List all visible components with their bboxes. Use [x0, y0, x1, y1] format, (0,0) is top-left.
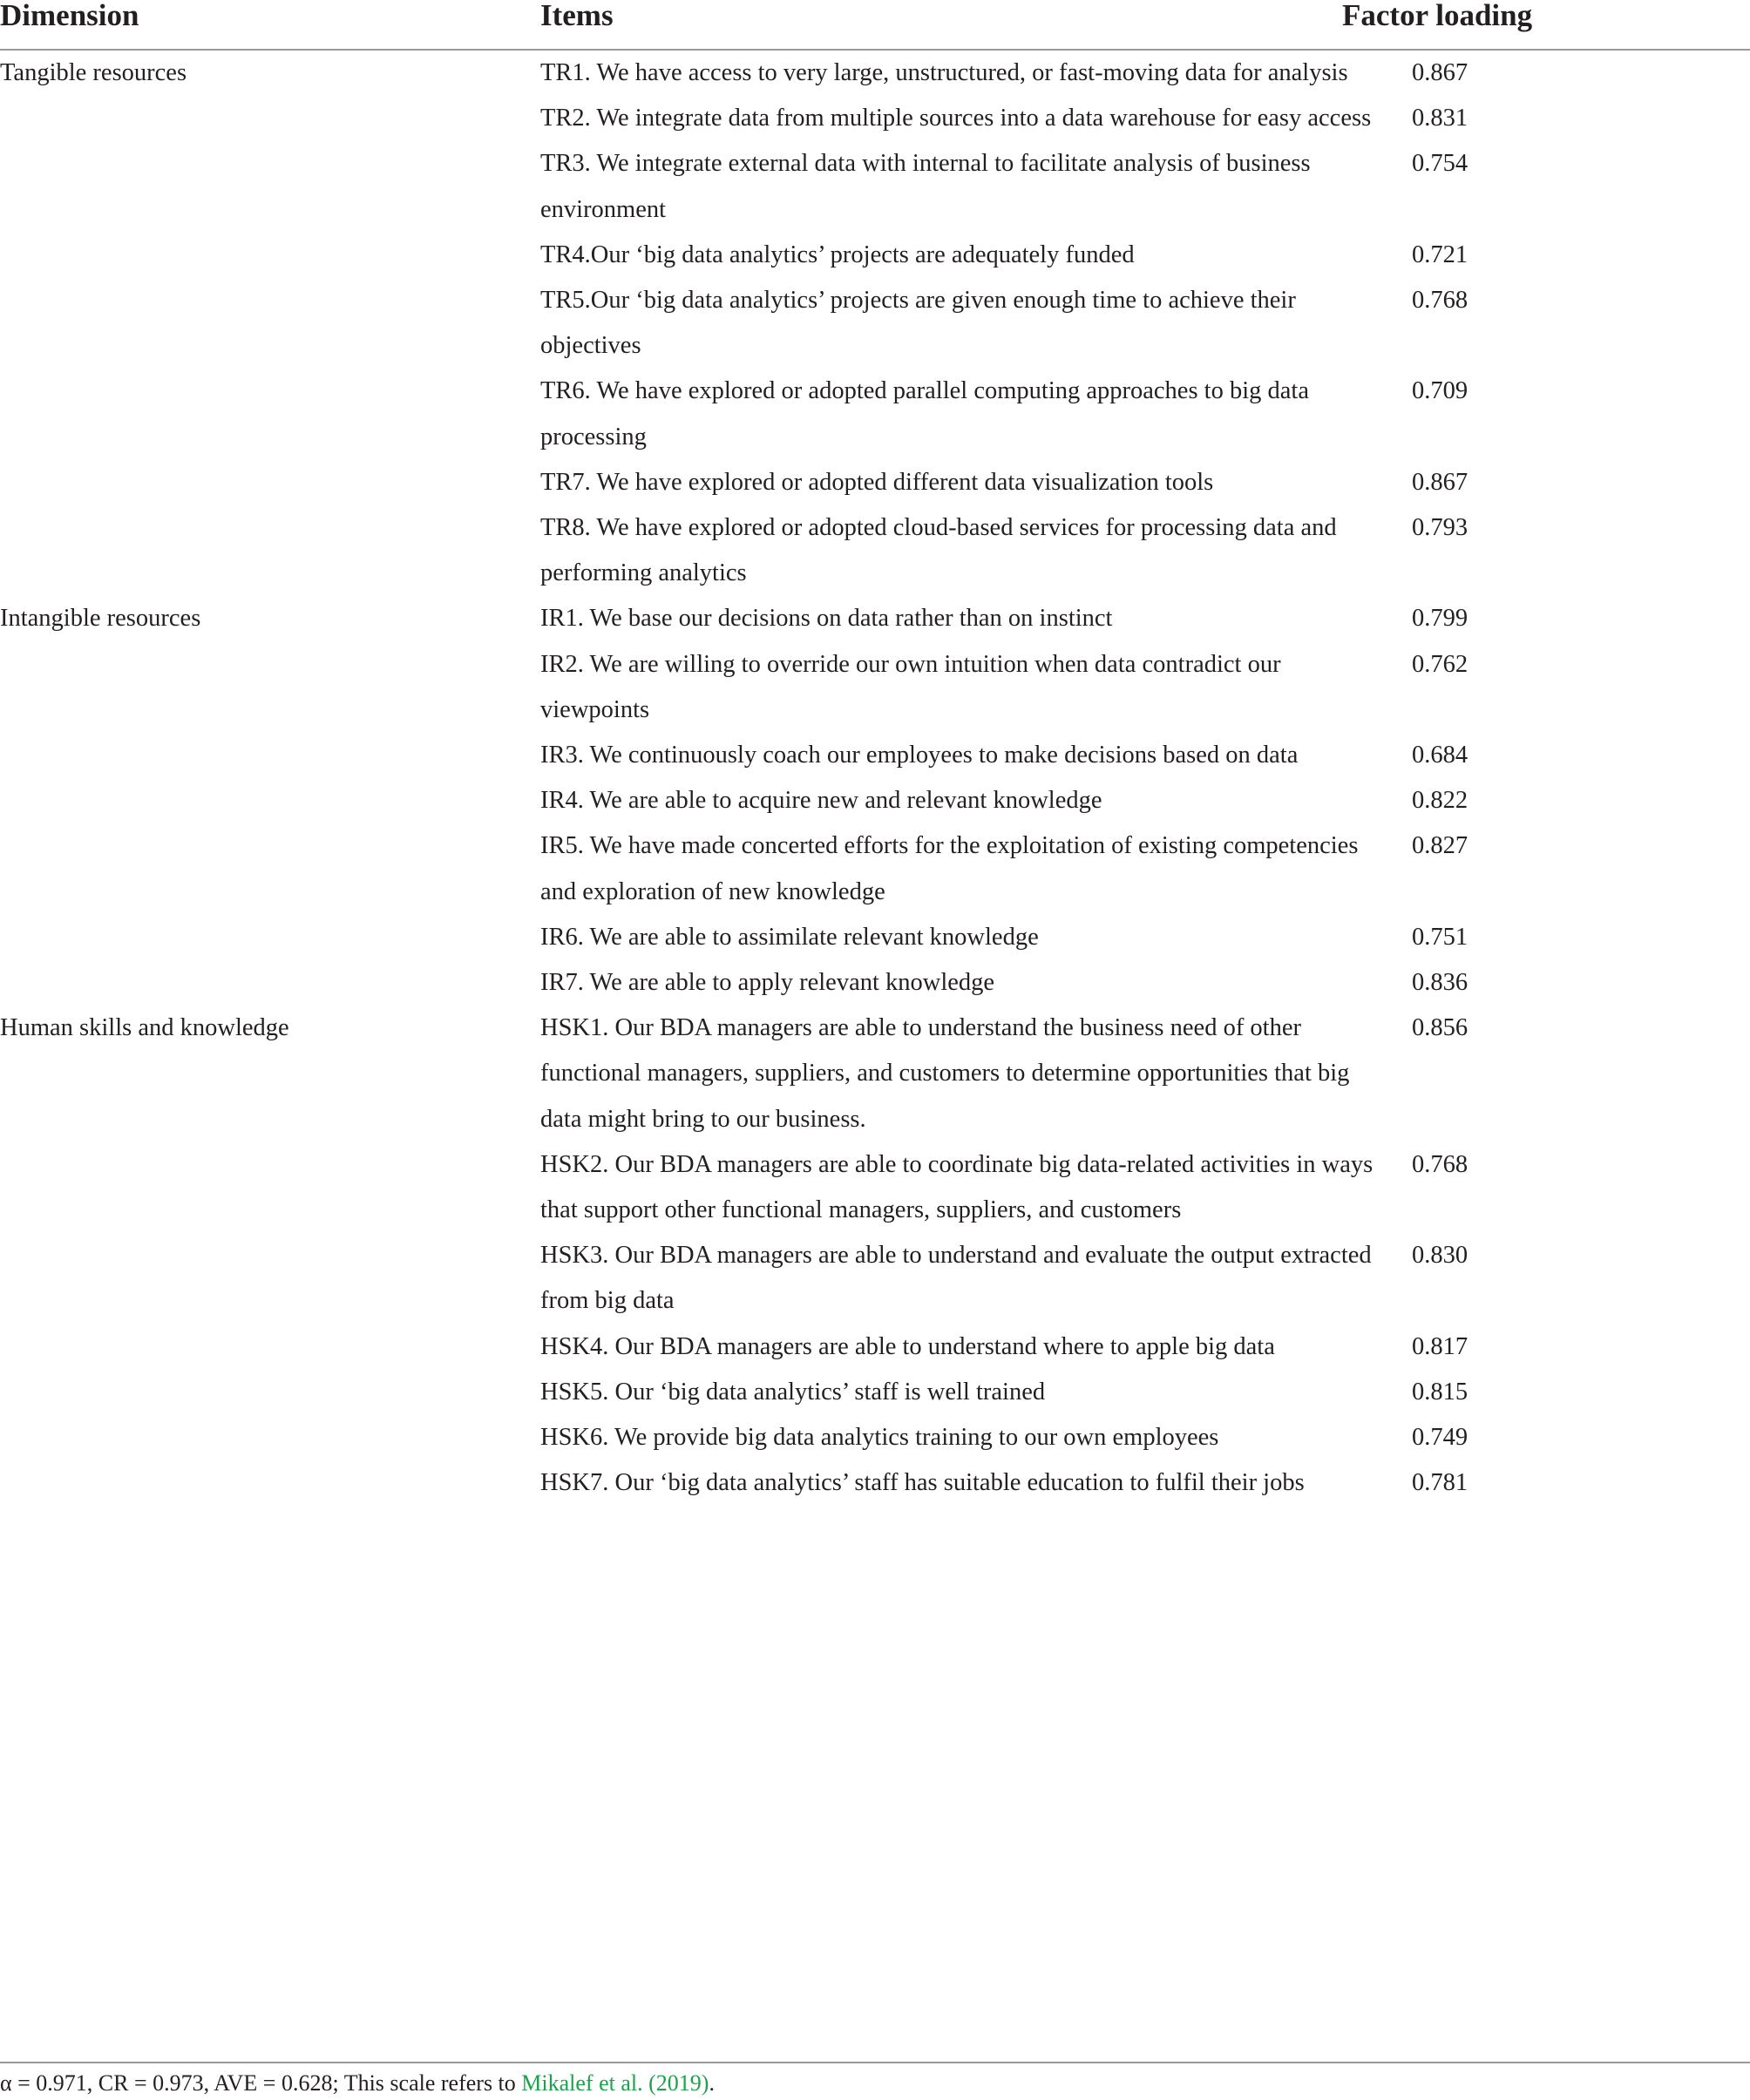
factor-loading-value: 0.822: [1411, 787, 1469, 815]
factor-loading-cell: [1394, 596, 1750, 641]
factor-loading-value: 0.768: [1411, 287, 1469, 315]
table-row: [0, 823, 1750, 914]
table-row: [0, 1415, 1750, 1460]
table-row: [0, 96, 1750, 141]
item-cell: IR1. We base our decisions on data rather than on instinct: [540, 605, 1113, 633]
factor-loading-value: 0.793: [1411, 514, 1469, 542]
factor-loading-cell: [1394, 50, 1750, 96]
item-cell: TR1. We have access to very large, unstructured, or fast-moving data for analysis: [540, 59, 1348, 86]
item-cell: TR7. We have explored or adopted different data visualization tools: [540, 468, 1214, 496]
table-row: [0, 233, 1750, 278]
table-body: [0, 50, 1750, 1507]
factor-loading-value: 0.781: [1411, 1469, 1469, 1497]
factor-loading-cell: [1394, 233, 1750, 278]
dimension-cell: Intangible resources: [0, 605, 201, 633]
item-cell: IR7. We are able to apply relevant knowledge: [540, 969, 995, 997]
factor-loading-cell: [1394, 278, 1750, 369]
factor-loading-value: 0.817: [1411, 1332, 1469, 1360]
dimension-cell: [0, 369, 540, 459]
factor-loading-cell: [1394, 1006, 1750, 1142]
factor-loading-value: 0.867: [1411, 59, 1469, 86]
dimension-cell: [0, 733, 540, 778]
item-cell: HSK3. Our BDA managers are able to understand and evaluate the output extracted from big data: [540, 1242, 1372, 1315]
dimension-cell: [0, 823, 540, 914]
factor-loading-cell: [1394, 505, 1750, 596]
factor-loading-value: 0.827: [1411, 832, 1469, 860]
header-factor-loading: [1342, 0, 1750, 50]
dimension-cell: [0, 1324, 540, 1370]
table-row: [0, 1142, 1750, 1233]
factor-loading-cell: [1394, 96, 1750, 141]
factor-loading-value: 0.754: [1411, 150, 1469, 178]
factor-loading-cell: [1394, 1142, 1750, 1233]
table-row: [0, 733, 1750, 778]
item-cell: TR6. We have explored or adopted parallel computing approaches to big data processing: [540, 377, 1309, 450]
table-row: [0, 1370, 1750, 1415]
table-row: [0, 960, 1750, 1006]
dimension-cell: [0, 96, 540, 141]
item-cell: IR2. We are willing to override our own intuition when data contradict our viewpoints: [540, 650, 1281, 723]
dimension-cell: [0, 778, 540, 823]
factor-loading-value: 0.721: [1411, 240, 1469, 268]
factor-loading-value: 0.831: [1411, 105, 1469, 132]
item-cell: HSK1. Our BDA managers are able to understand the business need of other functional managers, suppliers, and customers to determine opportunities that big data might bring to our business.: [540, 1014, 1350, 1133]
item-cell: HSK4. Our BDA managers are able to understand where to apple big data: [540, 1332, 1275, 1360]
dimension-cell: [0, 278, 540, 369]
header-items: Items: [540, 0, 1394, 50]
dimension-cell: [0, 141, 540, 232]
table-row: [0, 1233, 1750, 1324]
factor-loading-cell: [1394, 1233, 1750, 1324]
dimension-cell: [0, 1370, 540, 1415]
table-row: [0, 141, 1750, 232]
factor-loading-value: 0.749: [1411, 1424, 1469, 1452]
table-row: [0, 278, 1750, 369]
factor-loading-cell: [1394, 915, 1750, 960]
table-row: [0, 505, 1750, 596]
dimension-cell: [0, 960, 540, 1006]
factor-loading-value: 0.751: [1411, 923, 1469, 951]
item-cell: TR5.Our ‘big data analytics’ projects are given enough time to achieve their objectives: [540, 287, 1296, 360]
factor-loading-value: 0.815: [1411, 1378, 1469, 1406]
table-row: [0, 642, 1750, 733]
table-row: [0, 1006, 1750, 1142]
factor-loading-cell: [1394, 460, 1750, 505]
factor-loading-cell: [1394, 960, 1750, 1006]
factor-loading-cell: [1394, 778, 1750, 823]
factor-loading-cell: [1394, 642, 1750, 733]
factor-loading-value: 0.799: [1411, 605, 1469, 633]
table-row: [0, 460, 1750, 505]
item-cell: TR2. We integrate data from multiple sources into a data warehouse for easy access: [540, 105, 1372, 132]
factor-loading-value: 0.684: [1411, 742, 1469, 769]
dimension-cell: [0, 460, 540, 505]
factor-loading-cell: [1394, 733, 1750, 778]
factor-loading-value: 0.830: [1411, 1242, 1469, 1270]
factor-loading-value: 0.762: [1411, 650, 1469, 678]
factor-loading-value: 0.867: [1411, 468, 1469, 496]
header-dimension: Dimension: [0, 0, 540, 50]
factor-loading-cell: [1394, 1370, 1750, 1415]
item-cell: TR8. We have explored or adopted cloud-based services for processing data and performing analytics: [540, 514, 1337, 587]
table-header-row: [0, 0, 1750, 50]
dimension-cell: Human skills and knowledge: [0, 1014, 289, 1042]
table-row: [0, 1324, 1750, 1370]
item-cell: IR6. We are able to assimilate relevant knowledge: [540, 923, 1039, 951]
table-footnote: [0, 2069, 715, 2098]
factor-loading-cell: [1394, 369, 1750, 459]
item-cell: IR4. We are able to acquire new and relevant knowledge: [540, 787, 1102, 815]
dimension-cell: [0, 642, 540, 733]
item-cell: HSK7. Our ‘big data analytics’ staff has suitable education to fulfil their jobs: [540, 1469, 1305, 1497]
factor-loading-cell: [1394, 823, 1750, 914]
item-cell: IR3. We continuously coach our employees to make decisions based on data: [540, 742, 1299, 769]
item-cell: HSK6. We provide big data analytics training to our own employees: [540, 1424, 1219, 1452]
table-bottom-rule: [0, 2062, 1750, 2063]
item-cell: TR4.Our ‘big data analytics’ projects are adequately funded: [540, 240, 1135, 268]
factor-loading-cell: [1394, 1324, 1750, 1370]
factor-loading-cell: [1394, 141, 1750, 232]
factor-loading-value: 0.836: [1411, 969, 1469, 997]
table-row: [0, 596, 1750, 641]
table-row: [0, 1460, 1750, 1506]
table-row: [0, 50, 1750, 96]
item-cell: TR3. We integrate external data with internal to facilitate analysis of business environment: [540, 150, 1311, 223]
item-cell: HSK5. Our ‘big data analytics’ staff is well trained: [540, 1378, 1046, 1406]
dimension-cell: [0, 1415, 540, 1460]
dimension-cell: [0, 505, 540, 596]
dimension-cell: [0, 1233, 540, 1324]
factor-loading-cell: [1394, 1415, 1750, 1460]
reference-link[interactable]: Mikalef et al. (2019): [521, 2070, 709, 2096]
footnote-text: α = 0.971, CR = 0.973, AVE = 0.628; This scale refers to: [0, 2070, 522, 2096]
item-cell: HSK2. Our BDA managers are able to coordinate big data-related activities in ways that support other functional managers, suppliers, and customers: [540, 1150, 1374, 1224]
table-row: [0, 369, 1750, 459]
header-factor-loading-label: Factor loading: [1342, 0, 1533, 32]
factor-loading-value: 0.768: [1411, 1150, 1469, 1178]
table-row: [0, 778, 1750, 823]
dimension-cell: [0, 1460, 540, 1506]
dimension-cell: Tangible resources: [0, 59, 187, 86]
factor-loading-value: 0.856: [1411, 1014, 1469, 1042]
item-cell: IR5. We have made concerted efforts for the exploitation of existing competencies and exploration of new knowledge: [540, 832, 1359, 905]
factor-loading-value: 0.709: [1411, 377, 1469, 405]
dimension-cell: [0, 1142, 540, 1233]
factor-loading-cell: [1394, 1460, 1750, 1506]
dimension-cell: [0, 233, 540, 278]
footnote-end: .: [709, 2070, 715, 2096]
table-row: [0, 915, 1750, 960]
dimension-cell: [0, 915, 540, 960]
